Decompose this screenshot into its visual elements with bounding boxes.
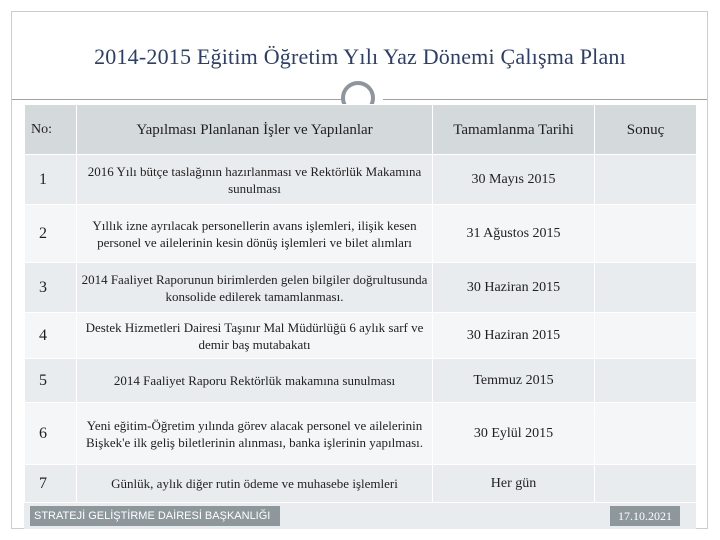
- row-no: 7: [25, 465, 77, 503]
- row-work: Günlük, aylık diğer rutin ödeme ve muhasebe işlemleri: [77, 465, 433, 503]
- row-no: 6: [25, 403, 77, 465]
- footer-date-label: 17.10.2021: [610, 506, 680, 526]
- footer-department-label: STRATEJİ GELİŞTİRME DAİRESİ BAŞKANLIĞI: [30, 506, 280, 526]
- table-header-row: [25, 105, 697, 155]
- table-row: [25, 205, 697, 263]
- row-work: 2016 Yılı bütçe taslağının hazırlanması ve Rektörlük Makamına sunulması: [77, 155, 433, 205]
- table-row: [25, 465, 697, 503]
- row-result: [595, 359, 697, 403]
- row-date: 30 Mayıs 2015: [433, 155, 595, 205]
- header-result: Sonuç: [595, 105, 697, 155]
- row-date: Temmuz 2015: [433, 359, 595, 403]
- row-work: Destek Hizmetleri Dairesi Taşınır Mal Müdürlüğü 6 aylık sarf ve demir baş mutabakatı: [77, 313, 433, 359]
- row-date: 30 Haziran 2015: [433, 263, 595, 313]
- table-row: [25, 359, 697, 403]
- row-result: [595, 403, 697, 465]
- row-no: 4: [25, 313, 77, 359]
- row-no: 1: [25, 155, 77, 205]
- row-date: 30 Haziran 2015: [433, 313, 595, 359]
- slide-title: 2014-2015 Eğitim Öğretim Yılı Yaz Dönemi Çalışma Planı: [94, 44, 626, 69]
- row-no: 5: [25, 359, 77, 403]
- row-no: 2: [25, 205, 77, 263]
- row-work: 2014 Faaliyet Raporu Rektörlük makamına sunulması: [77, 359, 433, 403]
- row-date: 31 Ağustos 2015: [433, 205, 595, 263]
- title-divider-right: [383, 99, 707, 100]
- table-row: [25, 263, 697, 313]
- header-date: Tamamlanma Tarihi: [433, 105, 595, 155]
- header-work: Yapılması Planlanan İşler ve Yapılanlar: [77, 105, 433, 155]
- row-work: Yıllık izne ayrılacak personellerin avans işlemleri, ilişik kesen personel ve ailelerinin kesin dönüş işlemleri ve bilet alımları: [77, 205, 433, 263]
- row-result: [595, 155, 697, 205]
- work-plan-table: [24, 104, 697, 503]
- row-work: 2014 Faaliyet Raporunun birimlerden gelen bilgiler doğrultusunda konsolide edilerek tamamlanması.: [77, 263, 433, 313]
- title-divider-left: [12, 99, 342, 100]
- table-row: [25, 313, 697, 359]
- table-row: [25, 403, 697, 465]
- row-date: 30 Eylül 2015: [433, 403, 595, 465]
- header-no: No:: [25, 105, 77, 155]
- row-result: [595, 263, 697, 313]
- table-row: [25, 155, 697, 205]
- row-result: [595, 205, 697, 263]
- row-no: 3: [25, 263, 77, 313]
- row-work: Yeni eğitim-Öğretim yılında görev alacak personel ve ailelerinin Bişkek'e ilk geliş biletlerinin alınması, banka işlerinin yapılması.: [77, 403, 433, 465]
- row-result: [595, 313, 697, 359]
- row-date: Her gün: [433, 465, 595, 503]
- row-result: [595, 465, 697, 503]
